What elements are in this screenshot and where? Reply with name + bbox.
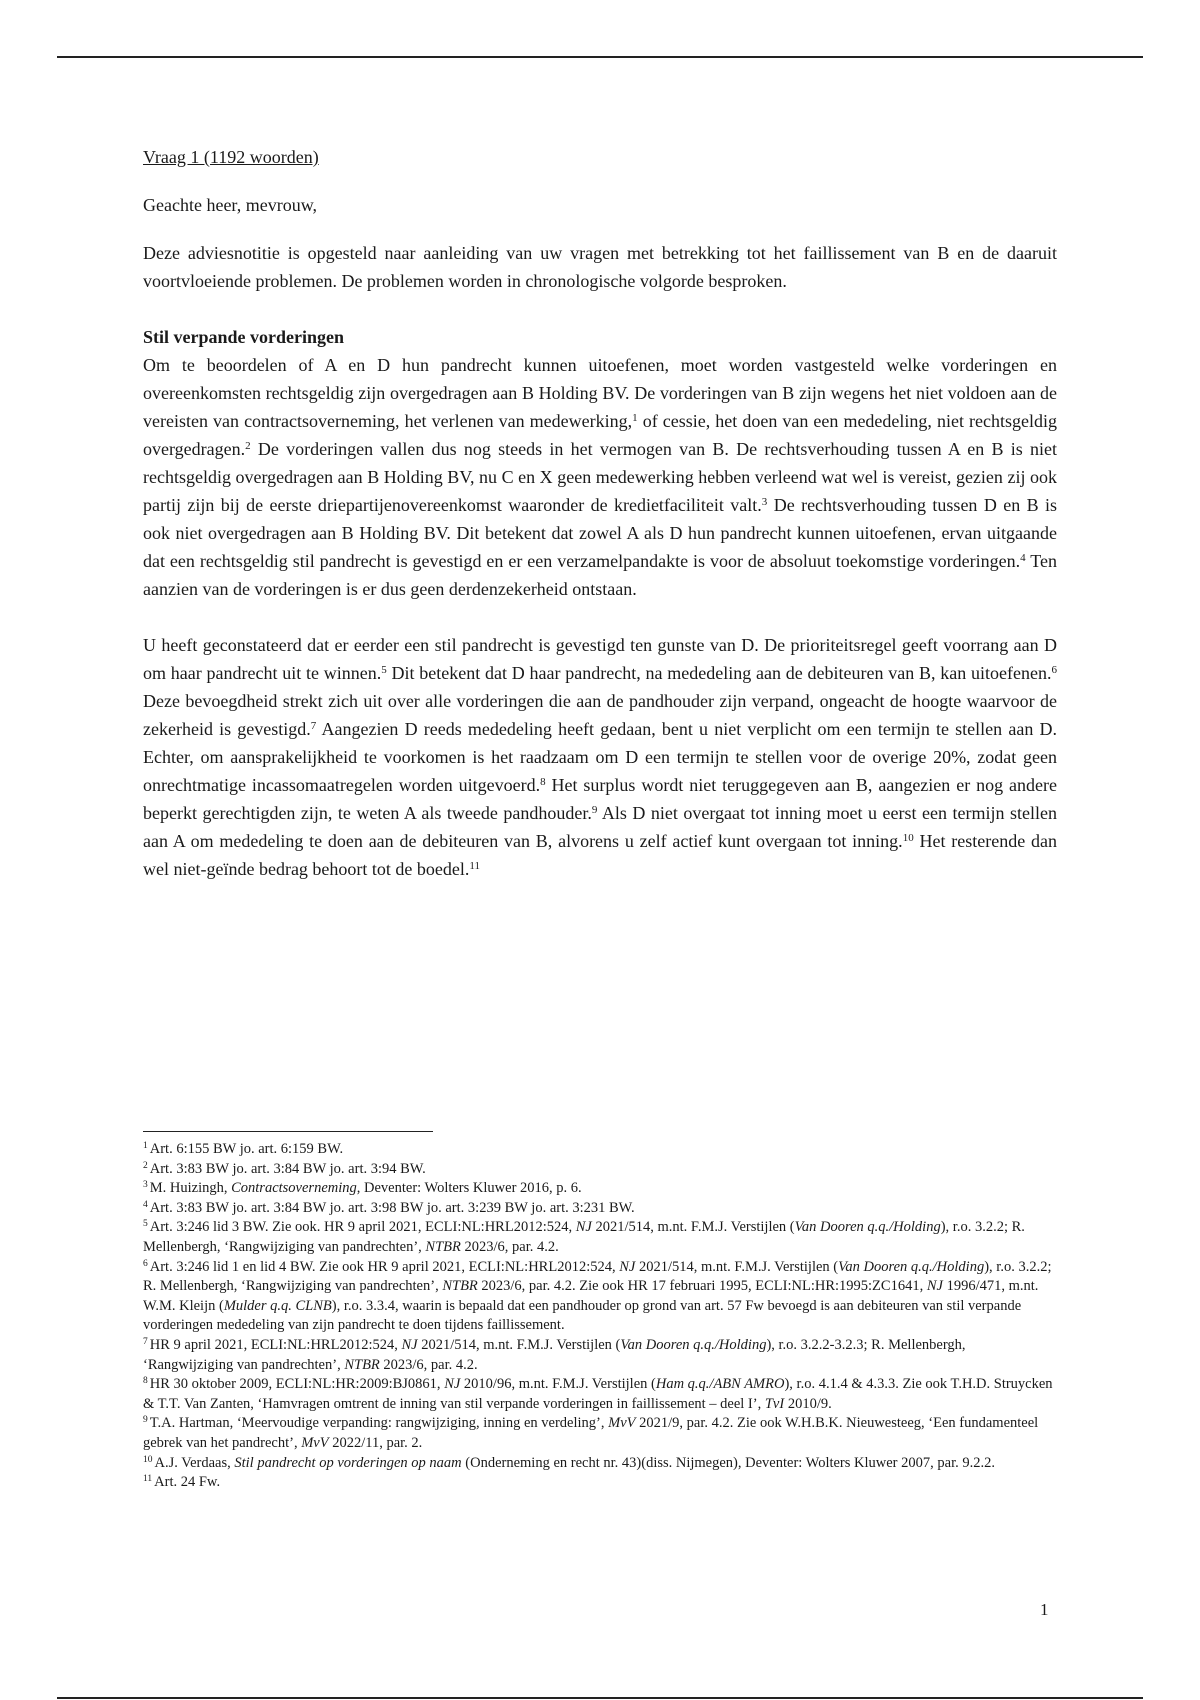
question-title: Vraag 1 (1192 woorden) — [143, 147, 319, 167]
footnote-ref: 5 — [381, 664, 387, 676]
footnote-6: $^6$ Art. 3:246 lid 1 en lid 4 BW. Zie ook HR 9 april 2021, ECLI:NL:HRL2012:524, NJ 2021/514, m.nt. F.M.J. Verstijlen (Van Dooren q.q./Holding), r.o. 3.2.2; R. Mellenbergh, ‘Rangwijziging van pandrechten’, NTBR 2023/6, par. 4.2. Zie ook HR 17 februari 1995, ECLI:NL:HR:1995:ZC1641, NJ 1996/471, m.nt. W.M. Kleijn (Mulder q.q. CLNB), r.o. 3.3.4, waarin is bepaald dat een pandhouder op grond van art. 57 Fw bevoegd is aan debiteuren van stil verpande vorderingen mededeling van zijn pandrecht te doen tijdens faillissement. — [143, 1258, 1052, 1334]
footnote-1: $^1$ Art. 6:155 BW jo. art. 6:159 BW. — [143, 1141, 344, 1157]
footnote-separator — [143, 1131, 433, 1132]
footnote-11: $^{11}$ Art. 24 Fw. — [143, 1474, 221, 1491]
section-heading: Stil verpande vorderingen — [143, 327, 344, 347]
footnote-8: $^8$ HR 30 oktober 2009, ECLI:NL:HR:2009:BJ0861, NJ 2010/96, m.nt. F.M.J. Verstijlen (Ham q.q./ABN AMRO), r.o. 4.1.4 & 4.3.3. Zie ook T.H.D. Struycken & T.T. Van Zanten, ‘Hamvragen omtrent de inning van stil verpande vorderingen in faillissement – deel I’, TvI 2010/9. — [143, 1376, 1053, 1412]
footnotes — [143, 1140, 1057, 1493]
greeting: Geachte heer, mevrouw, — [143, 195, 318, 215]
footnote-ref: 8 — [540, 776, 546, 788]
paragraph-1: Om te beoordelen of A en D hun pandrecht kunnen uitoefenen, moet worden vastgesteld welke vorderingen en overeenkomsten rechtsgeldig zijn overgedragen aan B Holding BV. De vorderingen van B zijn wegens het niet voldoen aan de vereisten van contractsoverneming, het verlenen van medewerking,$^1$ of cessie, het doen van een mededeling, niet rechtsgeldig overgedragen.$^2$ De vorderingen vallen dus nog steeds in het vermogen van B. De rechtsverhouding tussen A en B is niet rechtsgeldig overgedragen aan B Holding BV, nu C en X geen medewerking hebben verleend wat wel is vereist, gezien zij ook partij zijn bij de eerste driepartijenovereenkomst waaronder de kredietfaciliteit valt.$^3$ De rechtsverhouding tussen D en B is ook niet overgedragen aan B Holding BV. Dit betekent dat zowel A als D hun pandrecht kunnen uitoefenen, ervan uitgaande dat een rechtsgeldig stil pandrecht is gevestigd en er een verzamelpandakte is voor de absoluut toekomstige vorderingen.$^4$ Ten aanzien van de vorderingen is er dus geen derdenzekerheid ontstaan. — [143, 355, 1058, 599]
footnote-ref: 6 — [1051, 664, 1057, 676]
footnote-ref: 9 — [591, 804, 598, 816]
bottom-rule — [57, 1697, 1143, 1699]
intro-paragraph: Deze adviesnotitie is opgesteld naar aanleiding van uw vragen met betrekking tot het faillissement van B en de daaruit voortvloeiende problemen. De problemen worden in chronologische volgorde besproken. — [143, 243, 1057, 291]
footnote-ref: 11 — [469, 860, 480, 872]
paragraph-2: U heeft geconstateerd dat er eerder een stil pandrecht is gevestigd ten gunste van D. De prioriteitsregel geeft voorrang aan D om haar pandrecht uit te winnen.$^5$ Dit betekent dat D haar pandrecht, na mededeling aan de debiteuren van B, kan uitoefenen.$^6$ Deze bevoegdheid strekt zich uit over alle vorderingen die aan de pandhouder zijn verpand, ongeacht de hoogte waarvoor de zekerheid is gevestigd.$^7$ Aangezien D reeds mededeling heeft gedaan, bent u niet verplicht om een termijn te stellen aan D. Echter, om aansprakelijkheid te voorkomen is het raadzaam om D een termijn te stellen voor de overige 20%, zodat geen onrechtmatige incassomaatregelen worden uitgevoerd.$^8$ Het surplus wordt niet teruggegeven aan B, aangezien er nog andere beperkt gerechtigden zijn, te weten A als tweede pandhouder.$^9$ Als D niet overgaat tot inning moet u eerst een termijn stellen aan A om mededeling te doen aan de debiteuren van B, alvorens u zelf actief kunt overgaan tot inning.$^{10}$ Het resterende dan wel niet-geïnde bedrag behoort tot de boedel.$^{11}$ — [143, 635, 1057, 879]
footnote-ref: 4 — [1020, 552, 1026, 564]
footnote-7: $^7$ HR 9 april 2021, ECLI:NL:HRL2012:524, NJ 2021/514, m.nt. F.M.J. Verstijlen (Van Dooren q.q./Holding), r.o. 3.2.2-3.2.3; R. Mellenbergh, ‘Rangwijziging van pandrechten’, NTBR 2023/6, par. 4.2. — [143, 1336, 966, 1373]
page-number: 1 — [1040, 1600, 1049, 1619]
footnote-10: $^{10}$ A.J. Verdaas, Stil pandrecht op vorderingen op naam (Onderneming en recht nr. 43)(diss. Nijmegen), Deventer: Wolters Kluwer 2007, par. 9.2.2. — [143, 1454, 995, 1471]
footnote-ref: 10 — [902, 832, 914, 844]
footnote-5: $^5$ Art. 3:246 lid 3 BW. Zie ook. HR 9 april 2021, ECLI:NL:HRL2012:524, NJ 2021/514, m.nt. F.M.J. Verstijlen (Van Dooren q.q./Holding), r.o. 3.2.2; R. Mellenbergh, ‘Rangwijziging van pandrechten’, NTBR 2023/6, par. 4.2. — [143, 1219, 1025, 1255]
footnote-ref: 7 — [310, 720, 317, 732]
footnote-ref: 1 — [632, 412, 638, 424]
footnote-9: $^9$ T.A. Hartman, ‘Meervoudige verpanding: rangwijziging, inning en verdeling’, MvV 2021/9, par. 4.2. Zie ook W.H.B.K. Nieuwesteeg, ‘Een fundamenteel gebrek van het pandrecht’, MvV 2022/11, par. 2. — [143, 1415, 1039, 1451]
document-body — [143, 143, 1057, 883]
footnote-4: $^4$ Art. 3:83 BW jo. art. 3:84 BW jo. art. 3:98 BW jo. art. 3:239 BW jo. art. 3:231 BW. — [143, 1199, 635, 1216]
top-rule — [57, 56, 1143, 58]
footnote-ref: 3 — [761, 496, 768, 508]
footnote-ref: 2 — [245, 440, 251, 452]
footnote-2: $^2$ Art. 3:83 BW jo. art. 3:84 BW jo. art. 3:94 BW. — [143, 1160, 426, 1177]
footnote-3: $^3$ M. Huizingh, Contractsoverneming, Deventer: Wolters Kluwer 2016, p. 6. — [143, 1180, 582, 1197]
